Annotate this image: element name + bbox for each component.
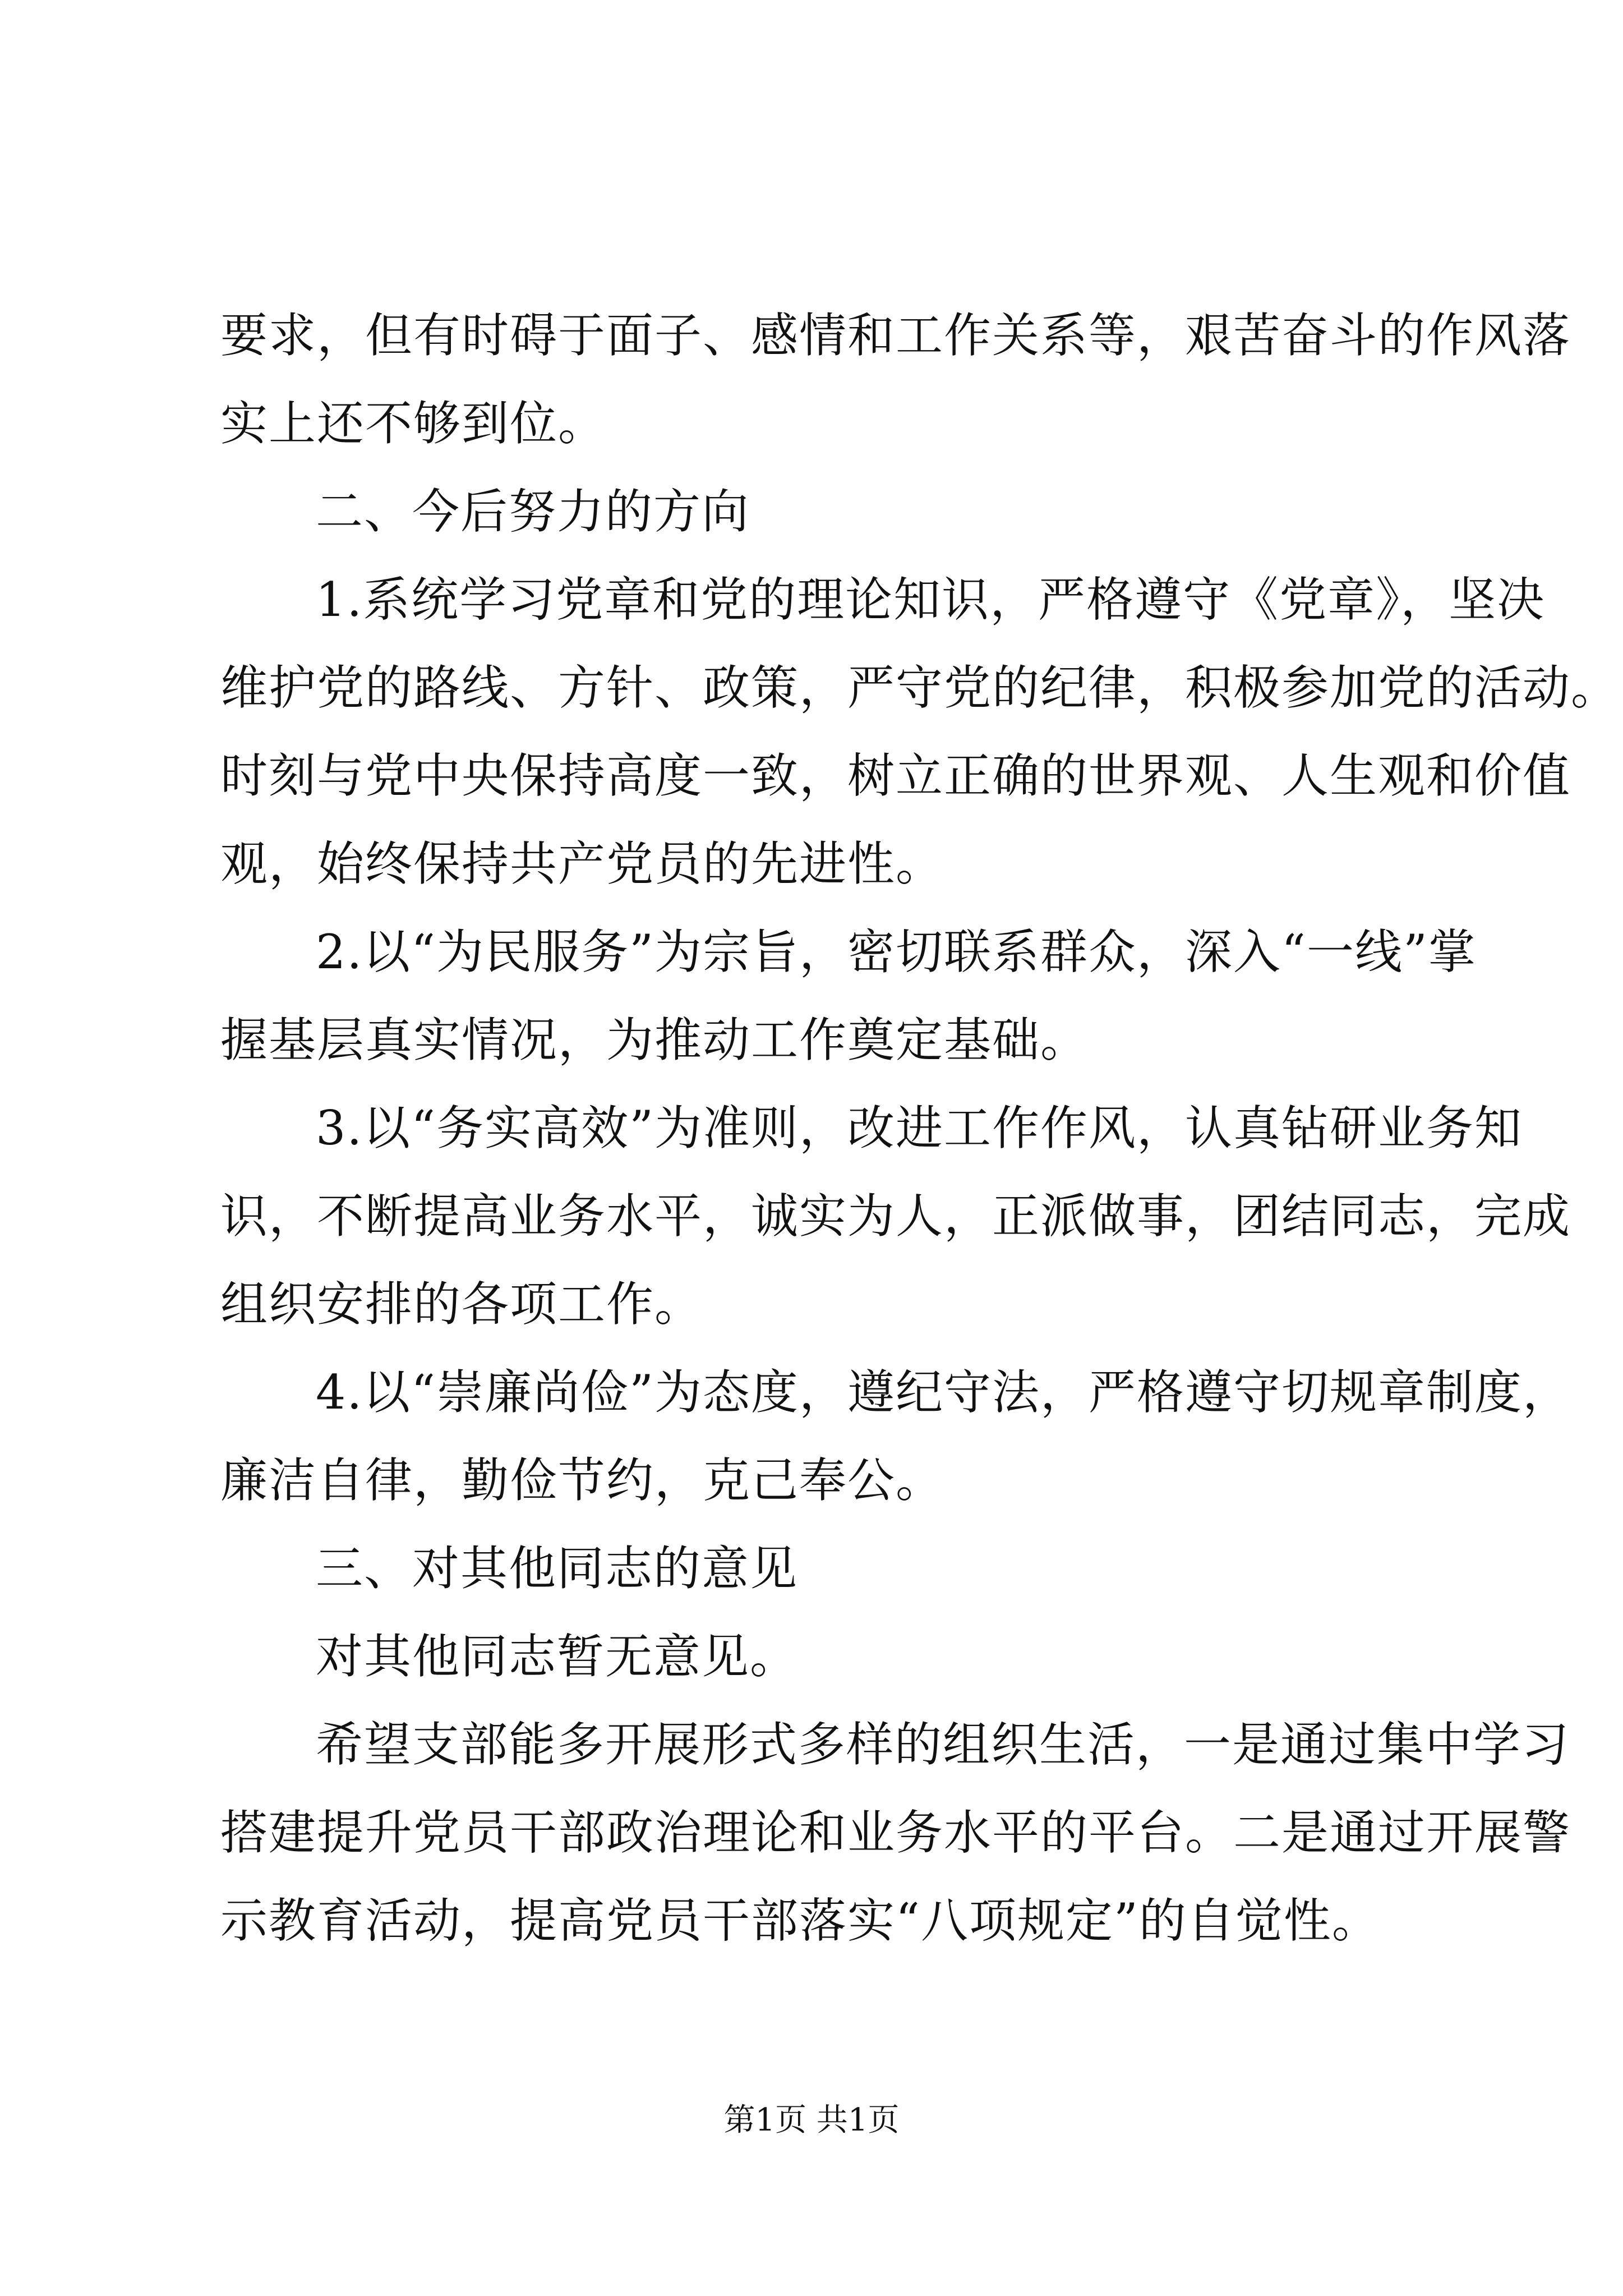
- paragraph-line: 廉洁自律，勤俭节约，克己奉公。: [220, 1453, 944, 1508]
- paragraph-line: 希望支部能多开展形式多样的组织生活，一是通过集中学习: [316, 1717, 1570, 1772]
- page-number-footer: 第1页 共1页: [723, 2102, 900, 2138]
- paragraph-line: 组织安排的各项工作。: [220, 1277, 703, 1332]
- paragraph-line: 要求，但有时碍于面子、感情和工作关系等，艰苦奋斗的作风落: [220, 308, 1571, 363]
- paragraph-line: 识，不断提高业务水平，诚实为人，正派做事，团结同志，完成: [220, 1189, 1571, 1244]
- paragraph-line: 握基层真实情况，为推动工作奠定基础。: [220, 1013, 1089, 1068]
- section-heading: 三、对其他同志的意见: [316, 1541, 799, 1596]
- document-body: [220, 292, 1620, 1965]
- paragraph-line: 4.以“崇廉尚俭”为态度，遵纪守法，严格遵守切规章制度，: [316, 1365, 1571, 1420]
- paragraph-line: 搭建提升党员干部政治理论和业务水平的平台。二是通过开展警: [220, 1805, 1571, 1860]
- paragraph-line: 3.以“务实高效”为准则，改进工作作风，认真钻研业务知: [316, 1101, 1523, 1156]
- paragraph-line: 示教育活动，提高党员干部落实“八项规定”的自觉性。: [220, 1893, 1380, 1948]
- paragraph-line: 1.系统学习党章和党的理论知识，严格遵守《党章》，坚决: [316, 572, 1546, 627]
- paragraph-line: 实上还不够到位。: [220, 396, 607, 451]
- paragraph-line: 时刻与党中央保持高度一致，树立正确的世界观、人生观和价值: [220, 748, 1571, 803]
- paragraph-line: 观，始终保持共产党员的先进性。: [220, 836, 944, 891]
- paragraph-line: 维护党的路线、方针、政策，严守党的纪律，积极参加党的活动。: [220, 660, 1620, 715]
- paragraph-line: 2.以“为民服务”为宗旨，密切联系群众，深入“一线”掌: [316, 924, 1477, 979]
- paragraph-line: 对其他同志暂无意见。: [316, 1629, 799, 1684]
- section-heading: 二、今后努力的方向: [316, 484, 750, 539]
